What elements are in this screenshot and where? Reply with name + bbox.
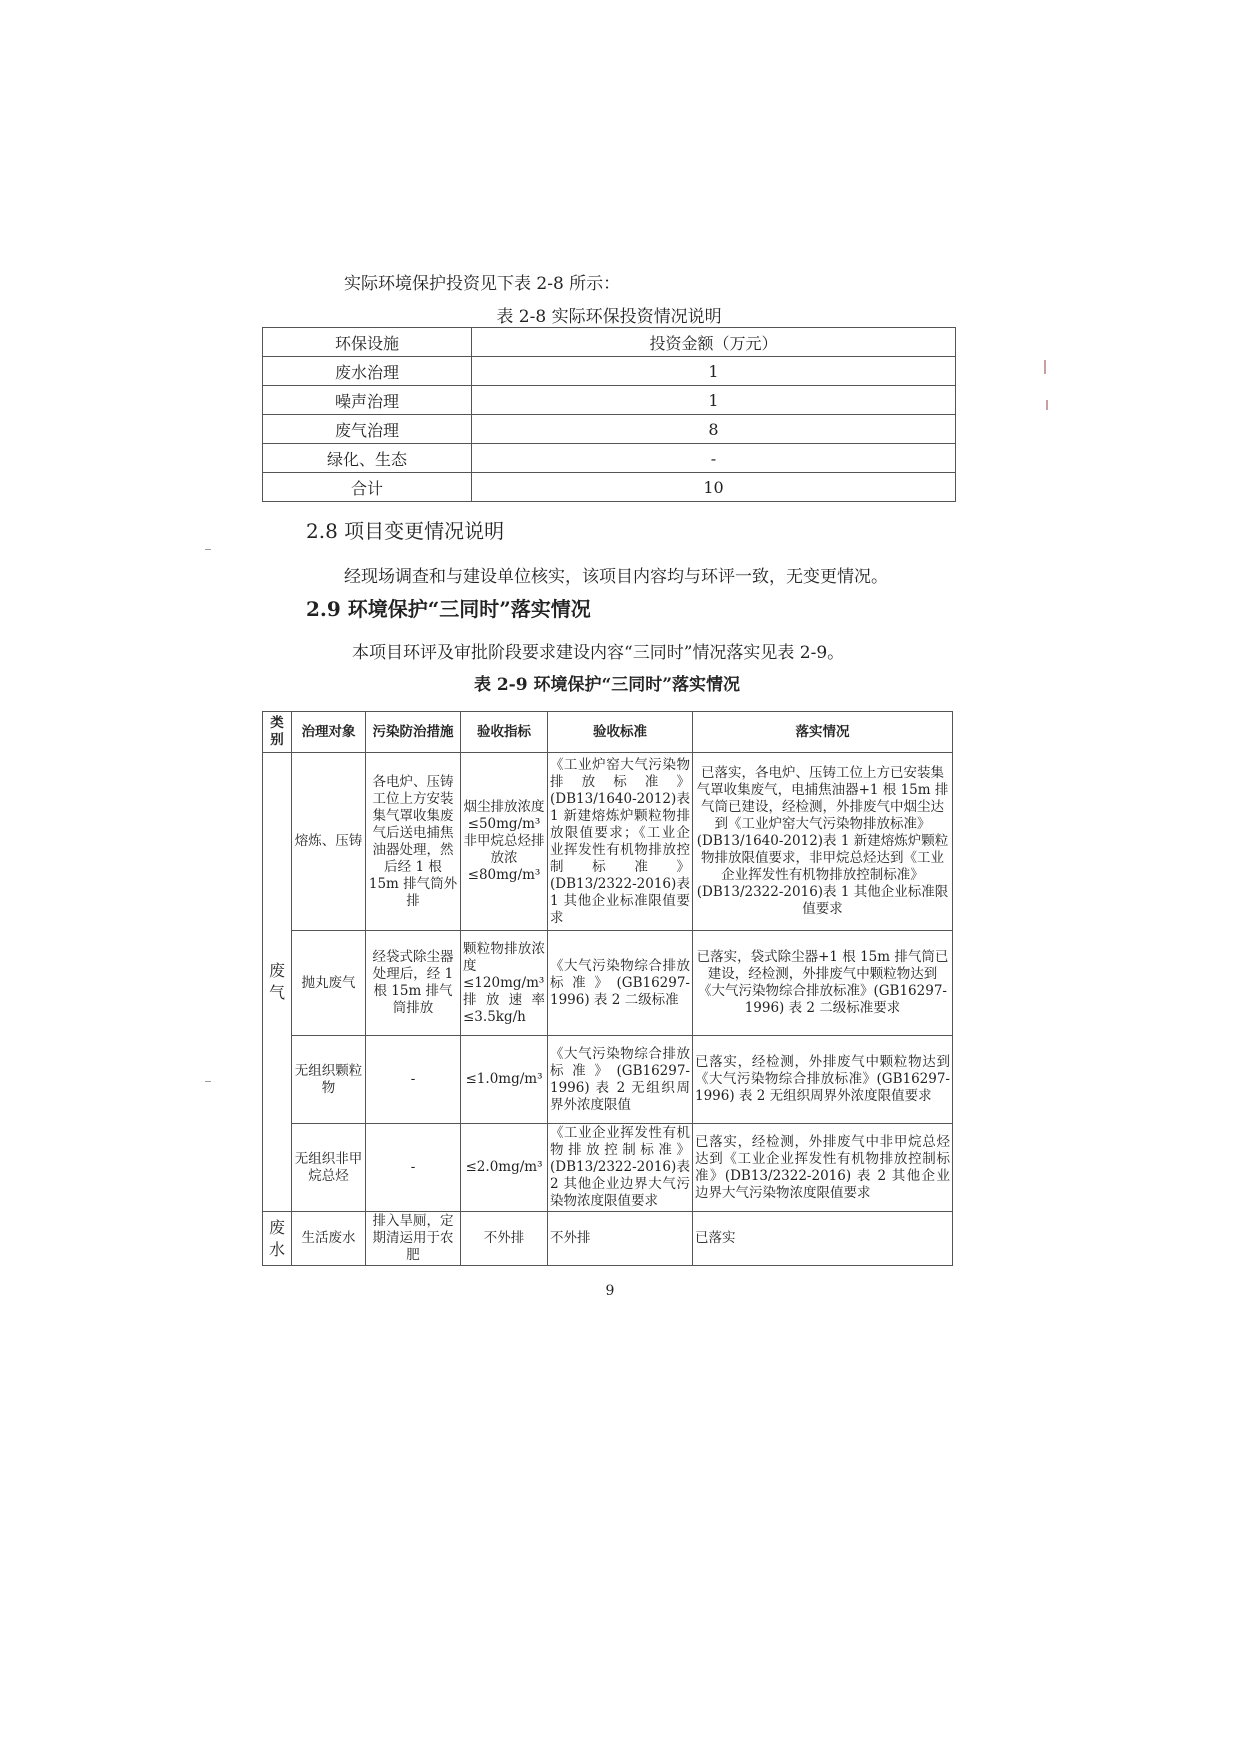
table-row bbox=[263, 1212, 953, 1266]
indicator-cell: ≤1.0mg/m³ bbox=[461, 1036, 548, 1124]
scan-mark bbox=[205, 549, 211, 550]
table-row bbox=[263, 1124, 953, 1212]
object-cell: 熔炼、压铸 bbox=[292, 753, 366, 931]
standard-cell: 不外排 bbox=[548, 1212, 693, 1266]
section-2-9-heading: 2.9 环境保护“三同时”落实情况 bbox=[306, 597, 591, 621]
header-indicator: 验收指标 bbox=[461, 712, 548, 753]
scan-mark bbox=[1046, 400, 1048, 410]
table-2-9-caption: 表 2-9 环境保护“三同时”落实情况 bbox=[473, 675, 741, 695]
standard-cell: 《大气污染物综合排放标准》(GB16297-1996) 表 2 二级标准 bbox=[548, 931, 693, 1036]
category-cell: 废水 bbox=[263, 1212, 292, 1266]
table-row-total bbox=[263, 473, 956, 502]
amount-cell: - bbox=[472, 444, 956, 473]
intro-paragraph-2-8: 实际环境保护投资见下表 2-8 所示： bbox=[344, 274, 621, 294]
table-2-8-caption: 表 2-8 实际环保投资情况说明 bbox=[496, 307, 722, 327]
facility-cell: 绿化、生态 bbox=[263, 444, 472, 473]
status-cell: 已落实 bbox=[693, 1212, 953, 1266]
header-status: 落实情况 bbox=[693, 712, 953, 753]
investment-table bbox=[262, 327, 956, 502]
indicator-cell: ≤2.0mg/m³ bbox=[461, 1124, 548, 1212]
amount-cell: 8 bbox=[472, 415, 956, 444]
object-cell: 无组织非甲烷总烃 bbox=[292, 1124, 366, 1212]
measure-cell: 排入旱厕，定期清运用于农肥 bbox=[366, 1212, 461, 1266]
header-measure: 污染防治措施 bbox=[366, 712, 461, 753]
amount-cell: 10 bbox=[472, 473, 956, 502]
measure-cell: 经袋式除尘器处理后，经 1 根 15m 排气筒排放 bbox=[366, 931, 461, 1036]
facility-cell: 废水治理 bbox=[263, 357, 472, 386]
measure-cell: 各电炉、压铸工位上方安装集气罩收集废气后送电捕焦油器处理，然后经 1 根 15m 排气筒外排 bbox=[366, 753, 461, 931]
table-row bbox=[263, 931, 953, 1036]
table-row bbox=[263, 1036, 953, 1124]
section-2-8-heading: 2.8 项目变更情况说明 bbox=[306, 519, 505, 543]
section-2-8-paragraph: 经现场调查和与建设单位核实，该项目内容均与环评一致，无变更情况。 bbox=[344, 567, 888, 587]
measure-cell: - bbox=[366, 1036, 461, 1124]
amount-cell: 1 bbox=[472, 357, 956, 386]
object-cell: 生活废水 bbox=[292, 1212, 366, 1266]
indicator-cell: 不外排 bbox=[461, 1212, 548, 1266]
three-simultaneous-table bbox=[262, 711, 953, 1266]
header-object: 治理对象 bbox=[292, 712, 366, 753]
header-category: 类别 bbox=[263, 712, 292, 753]
facility-cell: 合计 bbox=[263, 473, 472, 502]
table-row bbox=[263, 357, 956, 386]
measure-cell: - bbox=[366, 1124, 461, 1212]
facility-cell: 噪声治理 bbox=[263, 386, 472, 415]
table-row bbox=[263, 386, 956, 415]
table-row bbox=[263, 415, 956, 444]
table-header-row bbox=[263, 712, 953, 753]
status-cell: 已落实，经检测，外排废气中颗粒物达到《大气污染物综合排放标准》(GB16297-1996) 表 2 无组织周界外浓度限值要求 bbox=[693, 1036, 953, 1124]
standard-cell: 《工业炉窑大气污染物排放标准》(DB13/1640-2012)表 1 新建熔炼炉颗粒物排放限值要求；《工业企业挥发性有机物排放控制标准》(DB13/2322-2016)表 1 其他企业标准限值要求 bbox=[548, 753, 693, 931]
scan-mark bbox=[205, 1081, 211, 1082]
indicator-cell: 烟尘排放浓度≤50mg/m³ 非甲烷总烃排放浓≤80mg/m³ bbox=[461, 753, 548, 931]
page-number: 9 bbox=[605, 1283, 615, 1299]
header-facility: 环保设施 bbox=[263, 328, 472, 357]
status-cell: 已落实，袋式除尘器+1 根 15m 排气筒已建设，经检测，外排废气中颗粒物达到《大气污染物综合排放标准》(GB16297-1996) 表 2 二级标准要求 bbox=[693, 931, 953, 1036]
category-cell: 废气 bbox=[263, 753, 292, 1212]
status-cell: 已落实，各电炉、压铸工位上方已安装集气罩收集废气，电捕焦油器+1 根 15m 排气筒已建设，经检测，外排废气中烟尘达到《工业炉窑大气污染物排放标准》(DB13/1640-2012)表 1 新建熔炼炉颗粒物排放限值要求，非甲烷总烃达到《工业企业挥发性有机物排放控制标准》(DB13/2322-2016)表 1 其他企业标准限值要求 bbox=[693, 753, 953, 931]
object-cell: 抛丸废气 bbox=[292, 931, 366, 1036]
status-cell: 已落实，经检测，外排废气中非甲烷总烃达到《工业企业挥发性有机物排放控制标准》(DB13/2322-2016) 表 2 其他企业边界大气污染物浓度限值要求 bbox=[693, 1124, 953, 1212]
section-2-9-paragraph: 本项目环评及审批阶段要求建设内容“三同时”情况落实见表 2-9。 bbox=[352, 643, 845, 663]
amount-cell: 1 bbox=[472, 386, 956, 415]
facility-cell: 废气治理 bbox=[263, 415, 472, 444]
standard-cell: 《工业企业挥发性有机物排放控制标准》(DB13/2322-2016)表 2 其他企业边界大气污染物浓度限值要求 bbox=[548, 1124, 693, 1212]
header-standard: 验收标准 bbox=[548, 712, 693, 753]
table-row bbox=[263, 444, 956, 473]
table-row bbox=[263, 753, 953, 931]
indicator-cell: 颗粒物排放浓度≤120mg/m³ 排放速率≤3.5kg/h bbox=[461, 931, 548, 1036]
object-cell: 无组织颗粒物 bbox=[292, 1036, 366, 1124]
scan-mark bbox=[1044, 360, 1046, 374]
header-amount: 投资金额（万元） bbox=[472, 328, 956, 357]
table-header-row bbox=[263, 328, 956, 357]
standard-cell: 《大气污染物综合排放标准》(GB16297-1996) 表 2 无组织周界外浓度限值 bbox=[548, 1036, 693, 1124]
